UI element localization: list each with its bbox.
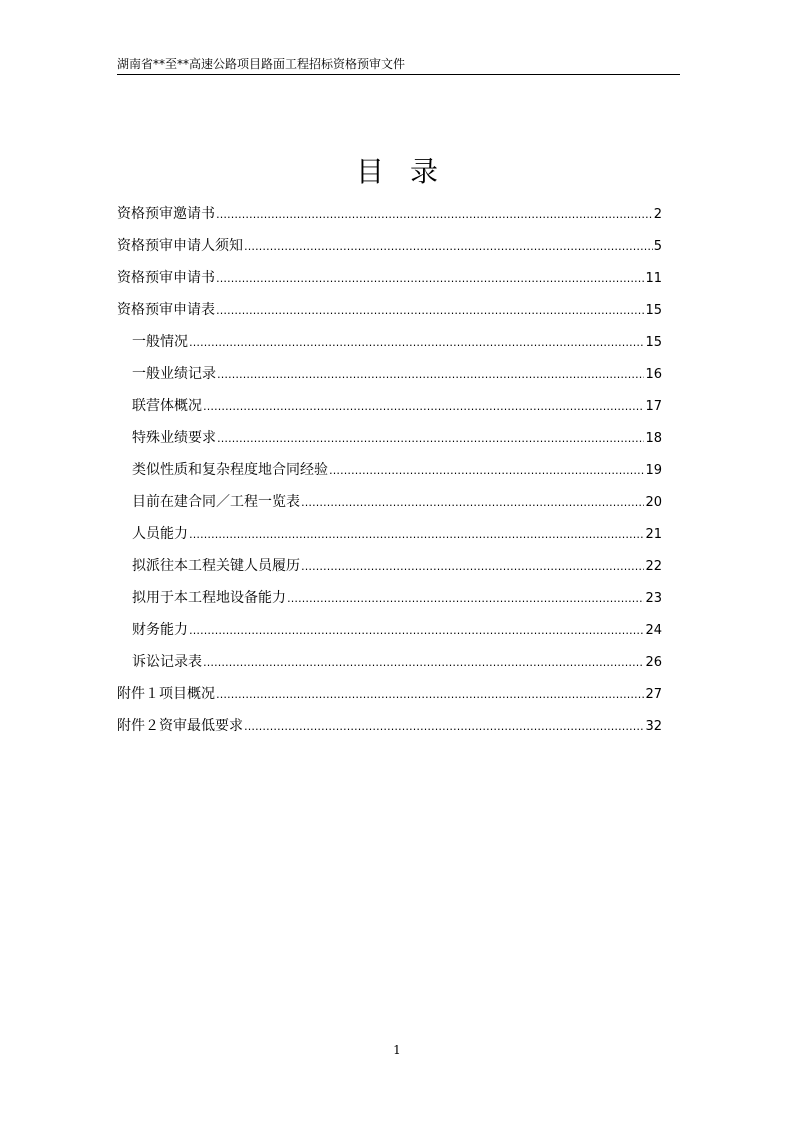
toc-entry-label: 联营体概况	[132, 398, 202, 414]
toc-entry-page: 27	[645, 687, 662, 702]
toc-dot-leader	[244, 713, 644, 741]
toc-subentry[interactable]	[117, 488, 662, 520]
toc-entry-label: 一般情况	[132, 334, 188, 350]
toc-entry-label: 附件２资审最低要求	[117, 718, 243, 734]
toc-subentry[interactable]	[117, 552, 662, 584]
toc-entry-page: 18	[645, 431, 662, 446]
toc-dot-leader	[301, 553, 644, 581]
toc-entry-label: 附件１项目概况	[117, 686, 215, 702]
toc-entry-page: 15	[645, 335, 662, 350]
toc-dot-leader	[189, 617, 644, 645]
toc-entry-label: 诉讼记录表	[132, 654, 202, 670]
toc-entry-label: 资格预审申请人须知	[117, 238, 243, 254]
toc-subentry[interactable]	[117, 360, 662, 392]
toc-subentry[interactable]	[117, 424, 662, 456]
header-title: 湖南省**至**高速公路项目路面工程招标资格预审文件	[117, 57, 406, 71]
toc-list	[117, 200, 662, 744]
toc-dot-leader	[189, 521, 644, 549]
toc-dot-leader	[216, 681, 644, 709]
toc-dot-leader	[244, 233, 653, 261]
toc-title: 目录	[355, 155, 464, 188]
toc-entry-page: 17	[645, 399, 662, 414]
toc-dot-leader	[216, 201, 653, 229]
toc-entry-page: 32	[645, 719, 662, 734]
toc-entry-label: 一般业绩记录	[132, 366, 216, 382]
toc-entry-label: 类似性质和复杂程度地合同经验	[132, 462, 328, 478]
page-header	[117, 56, 680, 75]
toc-entry-page: 20	[645, 495, 662, 510]
toc-subentry[interactable]	[117, 520, 662, 552]
toc-entry-page: 5	[653, 239, 662, 254]
toc-subentry[interactable]	[117, 584, 662, 616]
toc-entry-page: 22	[645, 559, 662, 574]
toc-dot-leader	[216, 297, 644, 325]
toc-entry-label: 人员能力	[132, 526, 188, 542]
toc-dot-leader	[189, 329, 644, 357]
toc-dot-leader	[329, 457, 644, 485]
toc-entry-page: 26	[645, 655, 662, 670]
toc-entry[interactable]	[117, 296, 662, 328]
page-number: 1	[393, 1043, 401, 1057]
toc-dot-leader	[301, 489, 644, 517]
toc-entry-label: 财务能力	[132, 622, 188, 638]
toc-entry-label: 目前在建合同／工程一览表	[132, 494, 300, 510]
toc-entry[interactable]	[117, 264, 662, 296]
toc-dot-leader	[217, 425, 644, 453]
toc-entry-label: 拟派往本工程关键人员履历	[132, 558, 300, 574]
toc-entry-label: 资格预审申请表	[117, 302, 215, 318]
toc-entry-page: 2	[653, 207, 662, 222]
toc-subentry[interactable]	[117, 616, 662, 648]
toc-subentry[interactable]	[117, 456, 662, 488]
toc-entry-page: 19	[645, 463, 662, 478]
toc-entry-page: 15	[645, 303, 662, 318]
toc-entry-page: 24	[645, 623, 662, 638]
toc-subentry[interactable]	[117, 328, 662, 360]
toc-entry-label: 资格预审邀请书	[117, 206, 215, 222]
toc-dot-leader	[287, 585, 644, 613]
toc-dot-leader	[217, 361, 644, 389]
toc-entry-page: 23	[645, 591, 662, 606]
toc-entry-label: 拟用于本工程地设备能力	[132, 590, 286, 606]
toc-entry-page: 21	[645, 527, 662, 542]
toc-entry[interactable]	[117, 680, 662, 712]
toc-entry[interactable]	[117, 712, 662, 744]
toc-entry-page: 16	[645, 367, 662, 382]
toc-entry-page: 11	[645, 271, 662, 286]
toc-subentry[interactable]	[117, 392, 662, 424]
toc-dot-leader	[216, 265, 644, 293]
toc-dot-leader	[203, 393, 644, 421]
toc-entry-label: 资格预审申请书	[117, 270, 215, 286]
toc-entry[interactable]	[117, 200, 662, 232]
toc-entry-label: 特殊业绩要求	[132, 430, 216, 446]
toc-dot-leader	[203, 649, 644, 677]
toc-subentry[interactable]	[117, 648, 662, 680]
toc-entry[interactable]	[117, 232, 662, 264]
